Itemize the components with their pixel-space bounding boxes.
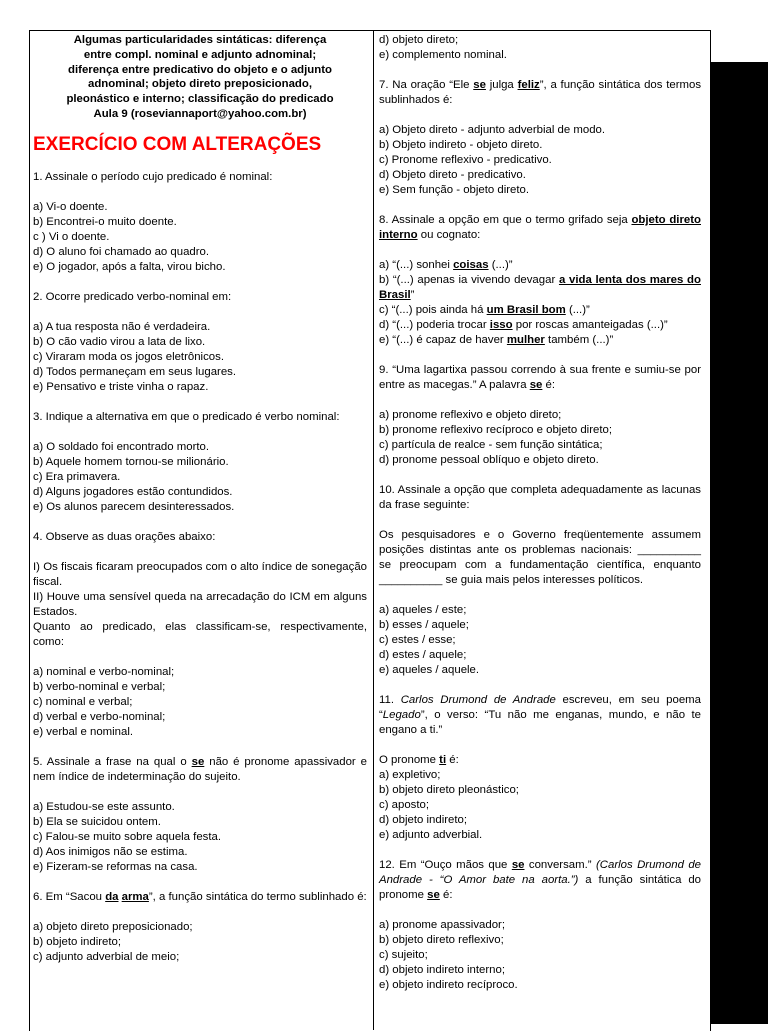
stem-text: 8. Assinale a opção em que o termo grifado seja [379,214,628,226]
option-text: (...)” [568,304,590,316]
option: e) aqueles / aquele. [379,664,480,676]
option: c) adjunto adverbial de meio; [33,950,180,963]
option: c) Era primavera. [33,470,121,483]
option: e) Pensativo e triste vinha o rapaz. [33,380,209,393]
question-4-options [33,665,367,740]
stem-text: conversam.” [528,859,592,871]
option: c) nominal e verbal; [33,695,133,708]
question-5-stem [33,755,367,785]
option [379,333,701,348]
question-7-options [379,123,701,198]
stem-text: é: [442,889,453,901]
stem-text: O pronome [379,754,436,766]
question-10-stem: 10. Assinale a opção que completa adequadamente as lacunas da frase seguinte: [379,484,701,511]
option: b) objeto indireto; [33,935,122,948]
question-10-options [379,603,701,678]
title-line: Aula 9 (roseviannaport@yahoo.com.br) [93,107,307,120]
option: b) esses / aquele; [379,619,469,631]
option: b) Ela se suicidou ontem. [33,815,161,828]
option: a) Objeto direto - adjunto adverbial de modo. [379,124,606,136]
option: a) expletivo; [379,769,441,781]
option: e) verbal e nominal. [33,725,134,738]
title-line: diferença entre predicativo do objeto e o adjunto [68,63,332,76]
sentence-text: se guia mais pelos interesses políticos. [445,574,644,586]
option: b) objeto direto pleonástico; [379,784,519,796]
question-4-sentence-2: II) Houve uma sensível queda na arrecadação do ICM em alguns Estados. [33,590,367,618]
question-2-stem: 2. Ocorre predicado verbo-nominal em: [33,290,232,303]
option: c) Viraram moda os jogos eletrônicos. [33,350,224,363]
stem-text: ”, a função sintática dos termos sublinhados é: [379,79,702,106]
option: e) Fizeram-se reformas na casa. [33,860,198,873]
option-text: (...)” [491,259,513,271]
option-text: c) “(...) pois ainda há [379,304,484,316]
option: d) pronome pessoal oblíquo e objeto direto. [379,454,599,466]
option-text: e) “(...) é capaz de haver [379,334,504,346]
stem-text: ”, o verso: “Tu não me enganas, mundo, e não te engano a ti.” [379,709,701,736]
stem-text: é: [449,754,459,766]
blank-line: __________ [379,574,443,586]
option-text: d) “(...) poderia trocar [379,319,487,331]
title-line: pleonástico e interno; classificação do predicado [66,93,334,106]
option: d) Objeto direto - predicativo. [379,169,526,181]
option: e) Sem função - objeto direto. [379,184,530,196]
blank-line: __________ [637,544,701,556]
stem-text: é: [545,379,556,391]
stem-text: escreveu, em seu poema “ [379,694,701,721]
option: b) pronome reflexivo recíproco e objeto direto; [379,424,612,436]
highlighted-term: se [191,755,205,768]
option-text: também (...)” [548,334,614,346]
question-11-stem [379,693,701,738]
stem-text: ou cognato: [420,229,481,241]
stem-text: ”, a função sintática do termo sublinhado é: [148,890,367,903]
option: a) objeto direto preposicionado; [33,920,193,933]
question-1-options [33,200,367,275]
option: a) A tua resposta não é verdadeira. [33,320,211,333]
option: d) verbal e verbo-nominal; [33,710,166,723]
highlighted-term: a vida lenta dos mares do Brasil [379,274,701,301]
highlighted-term: isso [489,319,513,331]
option-text: a) “(...) sonhei [379,259,450,271]
option [379,303,701,318]
option-text: por roscas amanteigadas (...)” [515,319,668,331]
stem-text: não é pronome apassivador e nem índice de indeterminação do sujeito. [33,755,367,783]
highlighted-term: se [511,859,525,871]
highlighted-term: se [473,79,486,91]
question-5-options [33,800,367,875]
highlighted-term: se [529,379,543,391]
option: a) nominal e verbo-nominal; [33,665,175,678]
highlighted-term: da [105,890,119,903]
question-6-options [33,920,367,965]
option: d) objeto indireto interno; [379,964,506,976]
option: c) Falou-se muito sobre aquela festa. [33,830,222,843]
stem-text: 5. Assinale a frase na qual o [33,755,187,768]
question-9-options [379,408,701,468]
option: b) Objeto indireto - objeto direto. [379,139,543,151]
highlighted-term: mulher [506,334,545,346]
column-divider [373,30,374,1030]
sentence-text: se preocupam com a fundamentação científica, enquanto [379,559,701,571]
highlighted-term: se [427,889,440,901]
option: a) pronome reflexivo e objeto direto; [379,409,562,421]
document-title [33,33,367,122]
stem-text: 11. [379,694,394,706]
option: b) Aquele homem tornou-se milionário. [33,455,229,468]
question-8-options [379,258,701,348]
question-4-stem: 4. Observe as duas orações abaixo: [33,530,216,543]
sentence-text: Os pesquisadores e o Governo freqüentemente assumem posições distintas ante os problemas nacionais: [379,529,701,556]
black-side-bar [710,62,768,1024]
question-4-sentence-1: I) Os fiscais ficaram preocupados com o alto índice de sonegação fiscal. [33,560,367,588]
option: a) pronome apassivador; [379,919,505,931]
option: c) sujeito; [379,949,428,961]
option [379,258,701,273]
question-4-prompt: Quanto ao predicado, elas classificam-se, respectivamente, como: [33,620,367,648]
stem-text: 7. Na oração “Ele [379,79,470,91]
question-10-sentence [379,528,701,588]
question-6-options-continued [379,33,701,63]
option: e) complemento nominal. [379,49,507,61]
stem-text: 9. “Uma lagartixa passou correndo à sua frente e sumiu-se por entre as macegas.” A palavra [379,364,701,391]
stem-text: a função sintática do pronome [379,874,701,901]
question-6-stem [33,890,367,905]
option: b) verbo-nominal e verbal; [33,680,166,693]
stem-text: julga [489,79,514,91]
option [379,318,701,333]
question-11-options [379,768,701,843]
option-text: b) “(...) apenas ia vivendo devagar [379,274,556,286]
right-column [379,33,701,1008]
option: a) aqueles / este; [379,604,467,616]
option: b) O cão vadio virou a lata de lixo. [33,335,206,348]
question-8-stem [379,213,701,243]
option: d) Aos inimigos não se estima. [33,845,188,858]
highlighted-term: coisas [453,259,489,271]
option: c) aposto; [379,799,430,811]
stem-text: 6. Em “Sacou [33,890,103,903]
highlighted-term: arma [121,890,149,903]
exercise-heading: EXERCÍCIO COM ALTERAÇÕES [33,133,322,155]
question-2-options [33,320,367,395]
source-citation: (Carlos Drumond de Andrade - “O Amor bate na aorta.”) [379,859,701,886]
option: b) objeto direto reflexivo; [379,934,504,946]
option: d) Alguns jogadores estão contundidos. [33,485,233,498]
option: a) Estudou-se este assunto. [33,800,175,813]
highlighted-term: um Brasil bom [486,304,566,316]
question-11-prompt [379,753,701,768]
option: e) objeto indireto recíproco. [379,979,518,991]
option: c) estes / esse; [379,634,456,646]
option: c) Pronome reflexivo - predicativo. [379,154,552,166]
poem-title: Legado [382,709,421,721]
question-12-options [379,918,701,993]
highlighted-term: feliz [517,79,540,91]
question-3-stem: 3. Indique a alternativa em que o predicado é verbo nominal: [33,410,340,423]
option-text: ” [410,289,415,301]
option: a) Vi-o doente. [33,200,108,213]
question-12-stem [379,858,701,903]
option: b) Encontrei-o muito doente. [33,215,177,228]
highlighted-term: objeto direto interno [379,214,701,241]
option: d) estes / aquele; [379,649,467,661]
question-9-stem [379,363,701,393]
question-7-stem [379,78,701,108]
option: e) adjunto adverbial. [379,829,483,841]
question-1-stem: 1. Assinale o período cujo predicado é nominal: [33,170,273,183]
title-line: adnominal; objeto direto preposicionado, [87,78,313,91]
option: c) partícula de realce - sem função sintática; [379,439,603,451]
option: d) Todos permaneçam em seus lugares. [33,365,237,378]
option: d) objeto indireto; [379,814,468,826]
option: e) Os alunos parecem desinteressados. [33,500,235,513]
option: d) O aluno foi chamado ao quadro. [33,245,210,258]
option [379,273,701,303]
title-line: Algumas particularidades sintáticas: diferença [73,34,327,46]
author-name: Carlos Drumond de Andrade [400,694,556,706]
highlighted-term: ti [439,754,447,766]
stem-text: 12. Em “Ouço mãos que [379,859,508,871]
left-column [33,33,367,980]
option: a) O soldado foi encontrado morto. [33,440,210,453]
title-line: entre compl. nominal e adjunto adnominal; [83,48,317,61]
question-3-options [33,440,367,515]
option: d) objeto direto; [379,34,459,46]
option: c ) Vi o doente. [33,230,110,243]
option: e) O jogador, após a falta, virou bicho. [33,260,226,273]
